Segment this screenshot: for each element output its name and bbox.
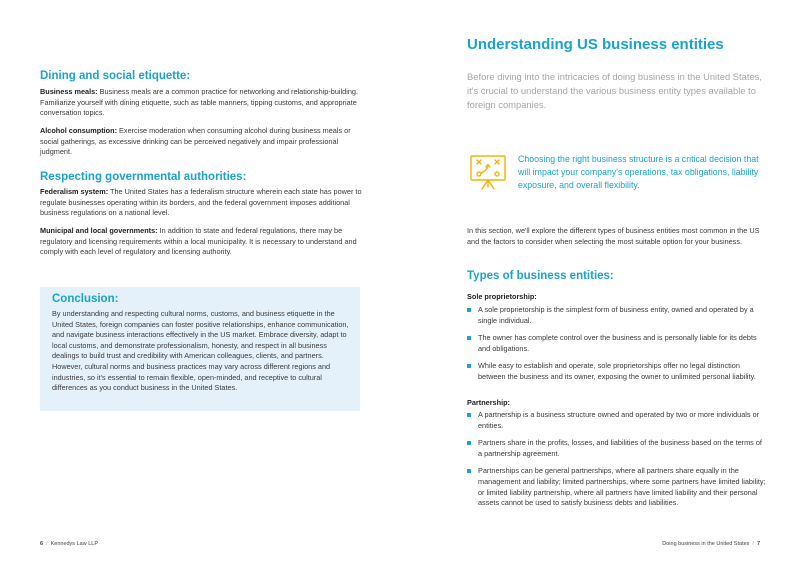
partnership-label: Partnership: xyxy=(467,398,510,407)
alcohol-text: Exercise moderation when consuming alcohol during business meals or social gatherings, as excessive drinking can be perceived negatively and impair professional judgment. xyxy=(40,126,351,157)
partnership-list xyxy=(467,410,767,516)
page-title: Understanding US business entities xyxy=(467,36,724,53)
list-item-text: A sole proprietorship is the simplest form of business entity, owned and operated by a single individual. xyxy=(478,305,754,325)
list-item-text: A partnership is a business structure owned and operated by two or more individuals or entities. xyxy=(478,410,760,430)
footer-divider: / xyxy=(752,541,754,547)
municipal-text: In addition to state and federal regulations, there may be regulatory and licensing requirements within a local municipality. It is necessary to understand and comply with each level of regulatory and licensing authority. xyxy=(40,226,357,257)
list-item-text: The owner has complete control over the business and is personally liable for its debts and obligations. xyxy=(478,333,757,353)
bullet-icon xyxy=(467,364,471,368)
list-item-text: Partners share in the profits, losses, and liabilities of the business based on the terms of a partnership agreement. xyxy=(478,438,762,458)
federalism-paragraph xyxy=(40,187,365,219)
footer-firm: Kennedys Law LLP xyxy=(50,541,98,547)
right-page xyxy=(400,0,800,567)
footer-doc-title: Doing business in the United States xyxy=(662,541,750,547)
page-number-left: 6 xyxy=(40,541,44,547)
business-meals-text: Business meals are a common practice for networking and relationship-building. Familiarize yourself with dining etiquette, such as table manners, tipping customs, and appropriate conversation topics. xyxy=(40,87,358,118)
sole-proprietorship-label: Sole proprietorship: xyxy=(467,292,537,301)
list-item xyxy=(467,438,767,459)
bullet-icon xyxy=(467,413,471,417)
list-item xyxy=(467,333,767,354)
footer-right xyxy=(662,541,760,547)
list-item xyxy=(467,410,767,431)
callout-text: Choosing the right business structure is a critical decision that will impact your company's operations, tax obligations, liability exposure, and overall flexibility. xyxy=(518,154,759,190)
conclusion-heading: Conclusion: xyxy=(52,293,119,305)
sole-proprietorship-list xyxy=(467,305,767,390)
dining-heading: Dining and social etiquette: xyxy=(40,70,191,82)
conclusion-text: By understanding and respecting cultural norms, customs, and business etiquette in the United States, foreign companies can foster positive relationships, enhance communication, and navigate business interactions effectively in the US market. Embrace diversity, adapt to local customs, and demonstrate professionalism, honesty, and respect in all business dealings to build trust and credibility with American colleagues, clients, and partners. However, cultural norms and business practices may vary across different regions and industries, so it's essential to remain flexible, open-minded, and receptive to cultural differences as you conduct business in the United States. xyxy=(52,309,349,393)
intro-paragraph: Before diving into the intricacies of doing business in the United States, it's crucial to understand the various business entity types available to foreign companies. xyxy=(467,71,762,110)
alcohol-label: Alcohol consumption: xyxy=(40,126,118,135)
municipal-paragraph xyxy=(40,226,365,258)
strategy-board-icon xyxy=(468,152,508,192)
respect-heading: Respecting governmental authorities: xyxy=(40,171,247,183)
conclusion-box xyxy=(40,287,360,411)
list-item-text: Partnerships can be general partnerships, where all partners share equally in the management and liability; limited partnerships, where some partners have limited liability; or limited liability partnership, where all partners have limited liability and their personal assets cannot be used to satisfy business debts and liabilities. xyxy=(478,466,766,508)
business-meals-label: Business meals: xyxy=(40,87,98,96)
footer-divider: / xyxy=(46,541,48,547)
list-item xyxy=(467,466,767,508)
list-item xyxy=(467,305,767,326)
bullet-icon xyxy=(467,336,471,340)
business-meals-paragraph xyxy=(40,87,365,119)
alcohol-paragraph xyxy=(40,126,365,158)
types-heading: Types of business entities: xyxy=(467,270,614,282)
bullet-icon xyxy=(467,469,471,473)
footer-left xyxy=(40,541,98,547)
bullet-icon xyxy=(467,308,471,312)
section-intro-paragraph: In this section, we'll explore the different types of business entities most common in the US and the factors to consider when selecting the most suitable option for your business. xyxy=(467,226,760,246)
federalism-text: The United States has a federalism structure wherein each state has power to regulate businesses operating within its borders, and the federal government imposes additional business regulations on a national level. xyxy=(40,187,362,218)
page-number-right: 7 xyxy=(756,541,760,547)
list-item xyxy=(467,361,767,382)
federalism-label: Federalism system: xyxy=(40,187,109,196)
municipal-label: Municipal and local governments: xyxy=(40,226,158,235)
bullet-icon xyxy=(467,441,471,445)
list-item-text: While easy to establish and operate, sole proprietorships offer no legal distinction between the business and its owner, exposing the owner to unlimited personal liability. xyxy=(478,361,756,381)
